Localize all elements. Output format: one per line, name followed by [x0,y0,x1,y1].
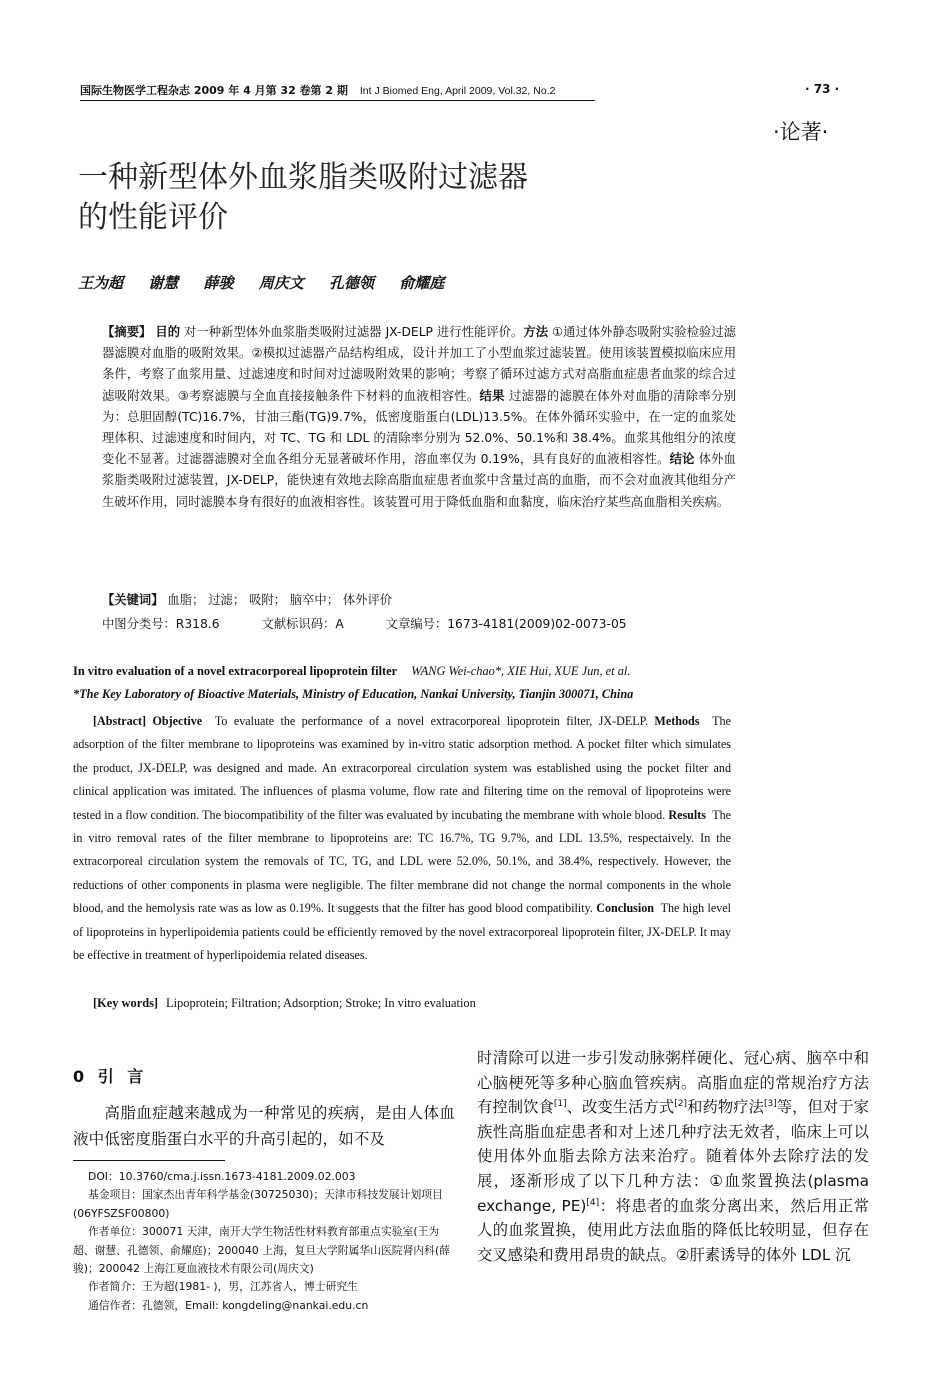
abstract-en [73,710,731,967]
results-en-label: Results [668,807,706,822]
author: 王为超 [78,274,124,292]
author: 孔德领 [329,274,375,292]
author-affiliations: 作者单位：300071 天津，南开大学生物活性材料教育部重点实验室(王为超、谢慧、孔德领、俞耀庭)；200040 上海，复旦大学附属华山医院肾内科(薛骏)；200042 上海江夏血液技术有限公司(周庆文) [73,1225,450,1276]
running-head [80,82,595,101]
intro-text-b: 、改变生活方式 [566,1098,675,1117]
author-list [78,272,464,293]
methods-en-label: Methods [654,714,700,728]
keywords-en-label: [Key words] [93,996,159,1010]
keywords-cn-text: 血脂； 过滤； 吸附； 脑卒中； 体外评价 [167,593,393,607]
english-title-line [73,664,753,679]
keywords-cn [102,590,736,608]
citation[interactable]: [4] [586,1197,600,1208]
english-authors: WANG Wei-chao*, XIE Hui, XUE Jun, et al. [411,664,631,678]
english-affiliation: *The Key Laboratory of Bioactive Materials, Ministry of Education, Nankai University, Tianjin 300071, China [73,687,634,701]
abstract-cn-label: 【摘要】 [102,325,152,339]
title-line-1: 一种新型体外血浆脂类吸附过滤器 [78,160,528,195]
conclusion-label: 结论 [669,452,695,467]
intro-text-d: 等，但对于家族性高脂血症患者和对上述几种疗法无效者，临床上可以使用体外血脂去除方法来治疗。随着体外去除疗法的发展，逐渐形成了以下几种方法：①血浆置换法(plasma exchange, PE) [477,1098,869,1215]
results-label: 结果 [479,388,505,403]
title-line-2: 的性能评价 [78,200,228,235]
section-label: ·论著· [773,120,829,144]
article-title [78,158,638,238]
english-title: In vitro evaluation of a novel extracorporeal lipoprotein filter [73,664,398,678]
article-number: 文章编号：1673-4181(2009)02-0073-05 [385,617,627,631]
classification-line [102,614,736,632]
author-bio: 作者简介：王为超(1981- )，男，江苏省人，博士研究生 [88,1280,358,1294]
intro-text-a: 时清除可以进一步引发动脉粥样硬化、冠心病、脑卒中和心脑梗死等多种心脑血管疾病。高脂血症的常规治疗方法有控制饮食 [477,1049,869,1117]
footnote-rule [73,1160,225,1161]
intro-text-e: ：将患者的血浆分离出来，然后用正常人的血浆置换，使用此方法血脂的降低比较明显，但存在交叉感染和费用昂贵的缺点。②肝素诱导的体外 LDL 沉 [477,1196,869,1264]
methods-text: ①通过体外静态吸附实验检验过滤器滤膜对血脂的吸附效果。②模拟过滤器产品结构组成，设计并加工了小型血浆过滤装置。使用该装置模拟临床应用条件，考察了血浆用量、过滤速度和时间对过滤吸附效果的影响；考察了循环过滤方式对高脂血症患者血浆的综合过滤吸附效果。③考察滤膜与全血直接接触条件下材料的血液相容性。 [102,325,736,403]
doi: DOI：10.3760/cma.j.issn.1673-4181.2009.02.003 [88,1170,356,1183]
corresponding-author: 通信作者：孔德领，Email: kongdeling@nankai.edu.cn [88,1298,369,1312]
conclusion-en-label: Conclusion [596,901,655,916]
conclusion-en-text: The high level of lipoproteins in hyperlipoidemia patients could be efficiently removed by the novel extracorporeal lipoprotein filter, JX-DELP. It may be effective in treatment of hyperlipoidemia related diseases. [73,901,731,963]
intro-text-c: 和药物疗法 [687,1098,764,1117]
objective-text: 对一种新型体外血浆脂类吸附过滤器 JX-DELP 进行性能评价。 [184,325,524,339]
keywords-en [93,996,476,1011]
keywords-en-text: Lipoprotein; Filtration; Adsorption; Stroke; In vitro evaluation [166,996,476,1010]
body-right-column [477,1046,869,1267]
page-number: · 73 · [805,82,840,96]
results-text: 过滤器的滤膜在体外对血脂的清除率分别为：总胆固醇(TC)16.7%，甘油三酯(TG)9.7%，低密度脂蛋白(LDL)13.5%。在体外循环实验中，在一定的血浆处理体积、过滤速度和时间内，对 TC、TG 和 LDL 的清除率分别为 52.0%、50.1%和 38.4%。血浆其他组分的浓度变化不显著。过滤器滤膜对全血各组分无显著破坏作用，溶血率仅为 0.19%，具有良好的血液相容性。 [102,388,736,467]
fund-note: 基金项目：国家杰出青年科学基金(30725030)；天津市科技发展计划项目(06YFSZSF00800) [73,1188,443,1220]
author: 俞耀庭 [399,274,445,292]
objective-en-label: Objective [152,714,203,728]
citation[interactable]: [1] [553,1099,567,1110]
clc-number: 中图分类号：R318.6 [102,617,220,631]
abstract-cn [102,322,736,513]
abstract-en-label: [Abstract] [93,714,147,728]
author: 谢慧 [148,274,179,292]
footnotes [73,1168,457,1315]
objective-label: 目的 [155,325,181,339]
methods-label: 方法 [523,325,549,339]
results-en-text: The in vitro removal rates of the filter membrane to lipoproteins are: TC 16.7%, TG 9.7%, and LDL 13.5%, respectaively. In the extracorporeal circulation system the removals of TC, TG, and LDL were 52.0%, 50.1%, and 38.4%, respectively. However, the reductions of other components in plasma were negligible. The filter membrane did not change the normal components in the whole blood, and the hemolysis rate was as low as 0.19%. It suggests that the filter has good blood compatibility. [73,807,731,916]
journal-en: Int J Biomed Eng, April 2009, Vol.32, No.2 [359,85,556,97]
document-code: 文献标识码：A [261,617,344,631]
methods-en-text: The adsorption of the filter membrane to lipoproteins was examined by in-vitro static adsorption method. A pocket filter which simulates the product, JX-DELP, was designed and made. An extracorporeal circulation system was established using the pocket filter and clinical application was imitated. The influences of plasma volume, flow rate and filtering time on the removal of lipoproteins were tested in a flow condition. The biocompatibility of the filter was evaluated by incubating the membrane with whole blood. [73,714,731,822]
citation[interactable]: [2] [674,1099,688,1110]
section-heading: 0 引 言 [73,1067,144,1086]
conclusion-text: 体外血浆脂类吸附过滤装置，JX-DELP，能快速有效地去除高脂血症患者血浆中含量过高的血脂，而不会对血液其他组分产生破坏作用，同时滤膜本身有很好的血液相容性。该装置可用于降低血脂和血黏度，临床治疗某些高血脂相关疾病。 [102,452,736,509]
author: 薛骏 [203,274,234,292]
citation[interactable]: [3] [763,1099,777,1110]
intro-paragraph-left: 高脂血症越来越成为一种常见的疾病，是由人体血液中低密度脂蛋白水平的升高引起的，如不及 [73,1104,455,1148]
objective-en-text: To evaluate the performance of a novel extracorporeal lipoprotein filter, JX-DELP. [214,714,649,728]
author: 周庆文 [258,274,304,292]
journal-cn: 国际生物医学工程杂志 2009 年 4 月第 32 卷第 2 期 [80,84,348,97]
keywords-cn-label: 【关键词】 [102,593,164,607]
body-left-column [73,1100,455,1152]
